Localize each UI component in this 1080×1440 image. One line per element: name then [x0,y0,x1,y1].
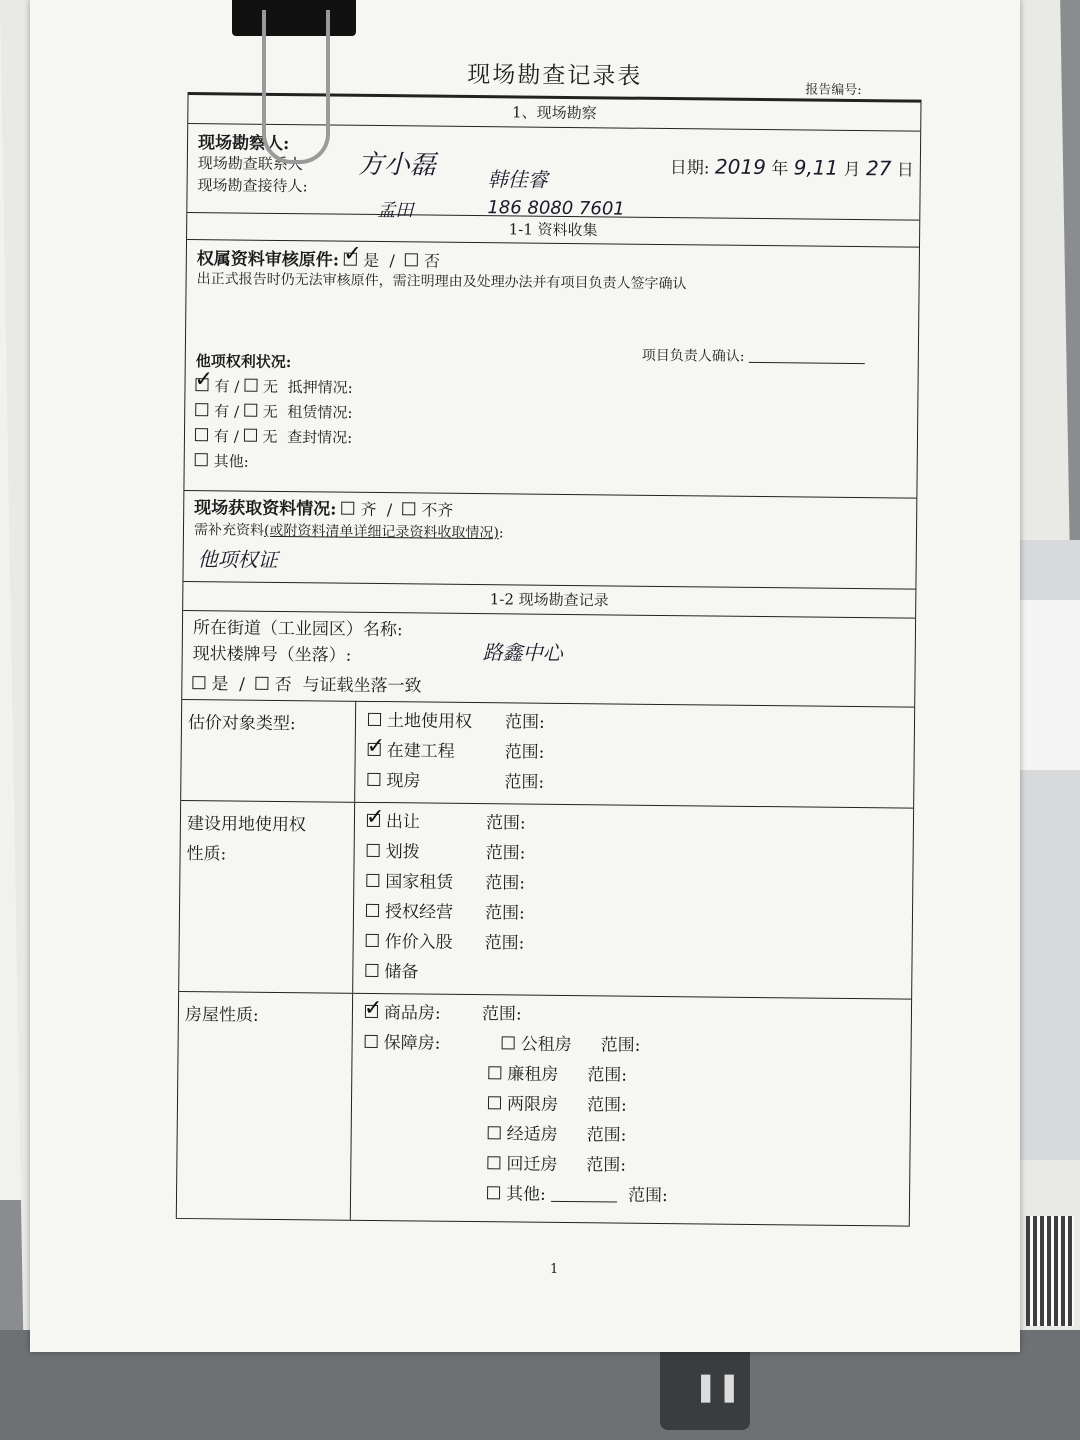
survey-form [176,52,922,1227]
affordable-label: 保障房: [383,1033,441,1054]
none-checkbox[interactable] [244,379,257,392]
other-option [363,1178,909,1214]
date-month: 9,11 [793,155,839,180]
building-label: 现状楼牌号（坐落）: [192,644,352,666]
option-label: 回迁房 [506,1154,558,1175]
pm-confirm [642,345,865,367]
yes-checkbox[interactable] [343,241,362,267]
option-label: 作价入股 [384,932,453,953]
option-label: 授权经营 [384,902,454,923]
other-blank-line[interactable] [551,1201,617,1203]
option-label: 在建工程 [386,741,455,762]
has-label: 有 [214,377,230,396]
form-paper [30,0,1020,1352]
land-use-label-line1: 建设用地使用权 [186,814,307,836]
option-label: 储备 [384,962,419,983]
scope-label: 范围: [504,712,545,733]
option-label: 国家租赁 [385,872,454,893]
other-label: 其他: [213,452,249,471]
affordable-checkbox[interactable] [365,1035,378,1048]
other-checkbox[interactable] [487,1186,500,1199]
lease-row: 有 / 无 租赁情况: [195,399,352,426]
scope-label: 范围: [485,873,526,894]
consistent-label: 与证载坐落一致 [302,675,422,697]
other-rights-label: 他项权利状况: [195,352,292,372]
scope-label: 范围: [504,742,545,763]
commercial-checkbox[interactable] [363,995,383,1022]
documents-block [184,240,919,499]
binder-clip-wire [262,10,330,164]
option-checkbox[interactable] [488,1066,501,1079]
has-label: 有 [213,427,230,446]
date-field [670,153,914,181]
yes-label: 是 [363,250,380,271]
option-checkbox[interactable] [502,1036,515,1049]
scope-label: 范围: [587,1065,628,1086]
surveyor-handwriting: 方小磊 [357,149,436,181]
survey-table [176,92,922,1227]
mortgage-label: 抵押情况: [287,378,353,397]
other-row [195,449,352,476]
no-label: 否 [423,251,441,271]
supplement-handwriting: 他项权证 [197,547,278,572]
object-type-label: 估价对象类型: [181,700,356,802]
other-rights-options [194,367,353,476]
review-row: 权属资料审核原件: ✓ 是 / 否 [196,241,441,271]
complete-checkbox[interactable] [342,502,355,515]
option-checkbox[interactable] [367,773,380,786]
has-checkbox[interactable] [195,428,208,441]
seizure-row: 有 / 无 查封情况: [195,424,352,451]
supplement-colon: : [498,525,504,542]
scope-label: 范围: [484,903,525,924]
scope-label: 范围: [484,933,525,954]
page-number: 1 [550,1262,559,1277]
option-checkbox[interactable] [367,844,380,857]
option-checkbox[interactable] [366,874,379,887]
incomplete-checkbox[interactable] [402,502,415,515]
option-checkbox[interactable] [365,804,385,831]
scope-label: 范围: [586,1155,627,1176]
scope-label: 范围: [586,1125,627,1146]
other-label: 其他: [505,1184,546,1205]
option-checkbox[interactable] [366,733,386,760]
qr-card [1018,600,1080,770]
receiver-handwriting: 孟田 [377,199,414,222]
option-label: 出让 [385,812,421,833]
option-checkbox[interactable] [488,1096,501,1109]
pm-signature-line[interactable] [749,362,865,364]
object-type-options [355,702,914,808]
check-mark-icon: ✓ [343,241,362,267]
check-mark-icon: ✓ [194,367,214,393]
section-title: 1、现场勘察 [512,103,597,123]
house-type-block [177,992,911,1226]
none-label: 无 [262,427,278,446]
option-checkbox[interactable] [365,964,378,977]
none-label: 无 [263,377,279,396]
option-checkbox[interactable] [366,934,379,947]
obtained-block [183,491,916,590]
street-label: 所在街道（工业园区）名称: [192,618,403,641]
check-mark-icon: ✓ [365,804,385,831]
no-checkbox[interactable] [256,677,269,690]
land-use-label-line2: 性质: [186,844,227,865]
lease-label: 租赁情况: [287,403,353,422]
year-label: 年 [771,159,789,180]
yes-label: 是 [211,674,229,695]
scope-label: 范围: [485,813,526,834]
option-label: 公租房 [520,1034,572,1056]
consistency-row: 是 / 否 与证载坐落一致 [192,669,421,696]
option-checkbox[interactable] [366,904,379,917]
pm-confirm-label: 项目负责人确认: [641,347,745,365]
land-use-label [179,801,355,993]
month-label: 月 [843,159,861,181]
has-label: 有 [214,402,230,421]
day-label: 日 [896,160,914,181]
date-label: 日期: [669,158,710,179]
complete-label: 齐 [360,499,377,519]
object-type-option [367,766,913,802]
none-label: 无 [262,402,278,421]
report-number-label: 报告编号: [805,82,862,99]
section-title: 1-1 资料收集 [508,220,598,240]
option-label: 土地使用权 [386,711,473,733]
date-year: 2019 [714,154,766,180]
house-type-options [351,994,911,1226]
seizure-label: 查封情况: [287,428,353,447]
obtained-row: 现场获取资料情况: 齐 / 不齐 [194,498,454,520]
building-handwriting: 路鑫中心 [482,640,563,665]
other-checkbox[interactable] [195,453,208,466]
option-label: 现房 [386,771,421,792]
has-checkbox[interactable] [195,403,208,416]
option-label: 廉租房 [507,1064,559,1085]
option-label: 两限房 [506,1094,559,1115]
receiver-label: 现场勘查接待人: [197,176,308,196]
house-type-label: 房屋性质: [177,992,353,1220]
supplement-label: 需补充资料 [193,522,265,539]
section-title: 1-2 现场勘查记录 [489,590,609,610]
surveyor-label: 现场勘察人: [197,133,290,155]
title-text: 现场勘查记录表 [467,61,643,90]
scope-label: 范围: [481,1004,522,1025]
scope-label: 范围: [504,772,545,793]
commercial-label: 商品房: [383,1003,441,1024]
yes-checkbox[interactable] [192,676,205,689]
scope-label: 范围: [586,1095,627,1116]
object-type-block [181,700,914,809]
no-checkbox[interactable] [405,253,418,266]
option-label: 经适房 [506,1124,558,1145]
option-checkbox[interactable] [488,1126,501,1139]
option-checkbox[interactable] [368,713,381,726]
phone-handwriting: 186 8080 7601 [487,197,625,220]
land-use-option [365,957,911,993]
has-checkbox[interactable] [194,367,214,393]
scope-label: 范围: [627,1185,668,1207]
qr-code-icon [1026,1216,1074,1326]
supplement-row [194,519,504,542]
pause-icon: ❚❚ [694,1370,741,1403]
land-use-options [353,803,913,999]
land-use-block [179,801,913,1000]
check-mark-icon: ✓ [363,995,383,1022]
none-checkbox[interactable] [244,429,257,442]
option-checkbox[interactable] [487,1156,500,1169]
review-label: 权属资料审核原件: [196,249,340,271]
incomplete-label: 不齐 [421,500,454,520]
check-mark-icon: ✓ [366,733,386,760]
obtained-label: 现场获取资料情况: [194,498,337,520]
contact-label: 现场勘查联系人 [197,154,303,174]
scope-label: 范围: [600,1035,641,1056]
date-day: 27 [865,156,892,181]
colleague-handwriting: 韩佳睿 [487,167,548,192]
review-note: 出正式报告时仍无法审核原件，需注明理由及处理办法并有项目负责人签字确认 [196,271,687,293]
mortgage-row: ✓ 有 / 无 抵押情况: [194,367,353,397]
location-block [182,611,915,708]
scope-label: 范围: [485,843,526,864]
option-label: 划拨 [385,842,420,863]
supplement-note: (或附资料清单详细记录资料收取情况) [263,522,499,542]
no-label: 否 [274,674,292,696]
none-checkbox[interactable] [244,404,257,417]
